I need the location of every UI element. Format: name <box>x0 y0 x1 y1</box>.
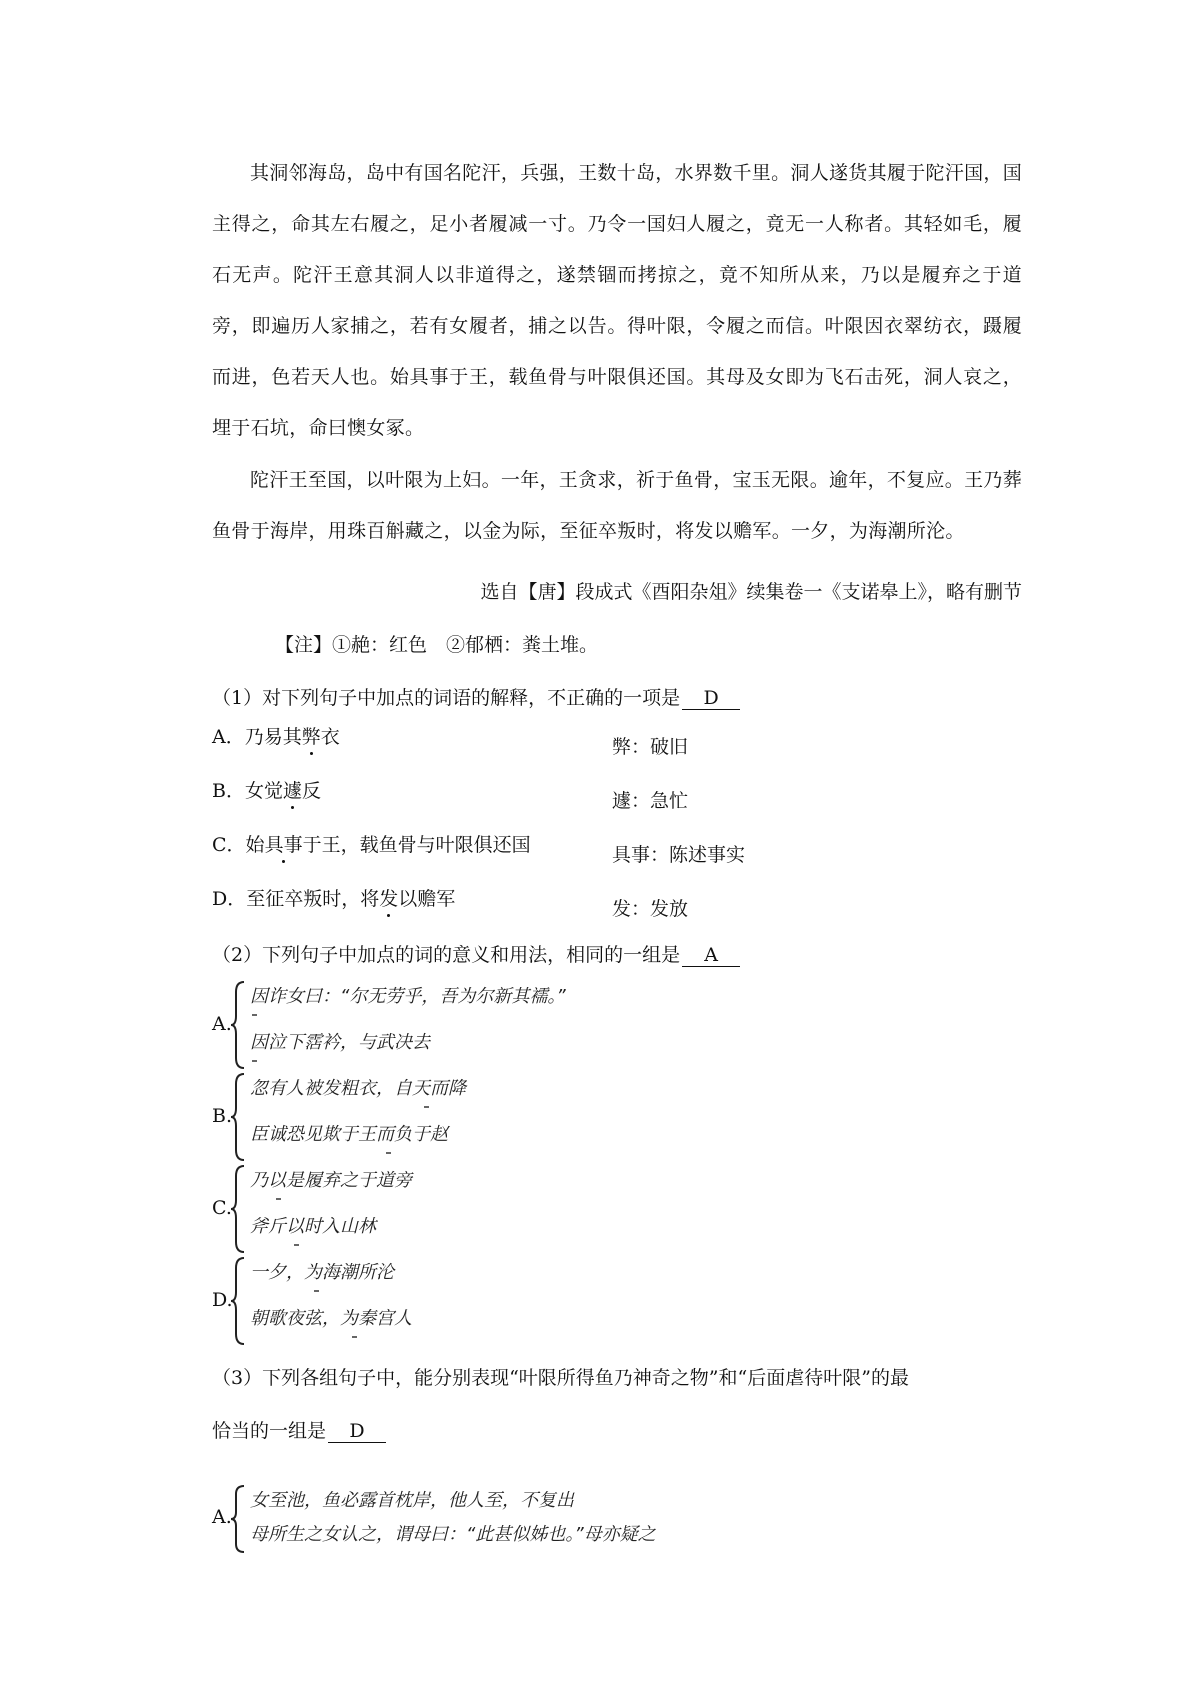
option-line: 乃以是履弃之于道旁 <box>250 1170 412 1191</box>
passage-paragraph-1: 其洞邻海岛，岛中有国名陀汗，兵强，王数十岛，水界数千里。洞人遂货其履于陀汗国，国主得之，命其左右履之，足小者履减一寸。乃令一国妇人履之，竟无一人称者。其轻如毛，履石无声。陀汗王意其洞人以非道得之，遂禁锢而拷掠之，竟不知所从来，乃以是履弃之于道旁，即遍历人家捕之，若有女履者，捕之以告。得叶限，令履之而信。叶限因衣翠纺衣，蹑履而进，色若天人也。始具事于王，载鱼骨与叶限俱还国。其母及女即为飞石击死，洞人哀之，埋于石坑，命曰懊女冢。 <box>212 162 1023 439</box>
option-line: 因泣下霑衿，与武决去 <box>250 1032 430 1053</box>
option-line: 母所生之女认之，谓母曰：“此甚似姊也。”母亦疑之 <box>250 1524 656 1545</box>
question-1-answer: D <box>682 687 740 710</box>
option-line: 斧斤以时入山林 <box>250 1216 376 1237</box>
option-letter: A. <box>212 1013 232 1035</box>
dot-mark <box>276 1198 281 1200</box>
option-line: 臣诚恐见欺于王而负于赵 <box>250 1124 448 1145</box>
question-1-text: （1）对下列句子中加点的词语的解释，不正确的一项是 <box>212 687 681 709</box>
dot-mark <box>386 1152 391 1154</box>
option-text: 于王，载鱼骨与叶限俱还国 <box>302 834 531 856</box>
dot-mark <box>252 1014 257 1016</box>
option-letter: A. <box>212 1506 232 1528</box>
left-brace-icon <box>230 1072 246 1162</box>
question-2-stem <box>212 940 740 967</box>
question-3-text: 恰当的一组是 <box>212 1420 327 1442</box>
question-3-stem-line-1: （3）下列各组句子中，能分别表现“叶限所得鱼乃神奇之物”和“后面虐待叶限”的最 <box>212 1367 909 1389</box>
option-text: 始 <box>245 834 265 856</box>
dot-mark <box>294 1244 299 1246</box>
question-3-stem-line-2 <box>212 1416 386 1443</box>
source-citation: 选自【唐】段成式《酉阳杂俎》续集卷一《支诺皋上》，略有删节 <box>480 581 1022 603</box>
q2-option-d <box>212 1256 672 1346</box>
q1-gloss-d: 发：发放 <box>612 898 689 920</box>
option-line: 女至池，鱼必露首枕岸，他人至，不复出 <box>250 1490 574 1511</box>
question-3-answer: D <box>328 1420 386 1443</box>
q2-option-b <box>212 1072 672 1162</box>
question-2-text: （2）下列句子中加点的词的意义和用法，相同的一组是 <box>212 944 681 966</box>
q2-option-c <box>212 1164 672 1254</box>
q1-option-b <box>212 776 321 803</box>
dot-mark <box>424 1106 429 1108</box>
question-1-stem <box>212 683 740 710</box>
q1-gloss-a: 弊：破旧 <box>612 736 689 758</box>
dot-mark <box>252 1060 257 1062</box>
annotation-note: 【注】①赩：红色 ②郁栖：粪土堆。 <box>275 634 599 656</box>
option-text: 女觉 <box>244 780 283 802</box>
question-2-answer: A <box>682 944 740 967</box>
dotted-word: 发 <box>379 884 398 911</box>
left-brace-icon <box>230 1484 246 1554</box>
option-text: 反 <box>302 780 322 802</box>
option-letter: C. <box>212 1197 232 1219</box>
q2-option-a <box>212 980 672 1070</box>
option-text: 以赡军 <box>398 888 456 910</box>
q1-gloss-c: 具事：陈述事实 <box>612 844 746 866</box>
option-text: 至征卒叛时，将 <box>246 888 380 910</box>
option-text: 乃易其 <box>244 726 302 748</box>
option-line: 朝歌夜弦，为秦宫人 <box>250 1308 412 1329</box>
left-brace-icon <box>230 1256 246 1346</box>
option-letter: B. <box>212 1105 233 1127</box>
option-text: 衣 <box>320 726 340 748</box>
dotted-word: 遽 <box>283 776 302 803</box>
option-line: 因诈女曰：“尔无劳乎，吾为尔新其襦。” <box>250 986 566 1007</box>
dotted-word: 具事 <box>265 830 303 857</box>
left-brace-icon <box>230 980 246 1070</box>
left-brace-icon <box>230 1164 246 1254</box>
option-letter: C． <box>212 834 246 856</box>
option-letter: A． <box>212 726 245 748</box>
dot-mark <box>352 1336 357 1338</box>
passage-paragraph-2: 陀汗王至国，以叶限为上妇。一年，王贪求，祈于鱼骨，宝玉无限。逾年，不复应。王乃葬鱼骨于海岸，用珠百斛藏之，以金为际，至征卒叛时，将发以赡军。一夕，为海潮所沦。 <box>212 469 1023 542</box>
dot-mark <box>314 1290 319 1292</box>
option-letter: D． <box>212 888 247 910</box>
q1-gloss-b: 遽：急忙 <box>612 790 689 812</box>
q3-option-a <box>212 1484 772 1554</box>
option-letter: D. <box>212 1289 233 1311</box>
option-line: 一夕，为海潮所沦 <box>250 1262 394 1283</box>
q1-option-a <box>212 722 340 749</box>
option-letter: B． <box>212 780 245 802</box>
dotted-word: 弊 <box>302 722 321 749</box>
option-line: 忽有人被发粗衣，自天而降 <box>250 1078 466 1099</box>
q1-option-d <box>212 884 455 911</box>
q1-option-c <box>212 830 531 857</box>
